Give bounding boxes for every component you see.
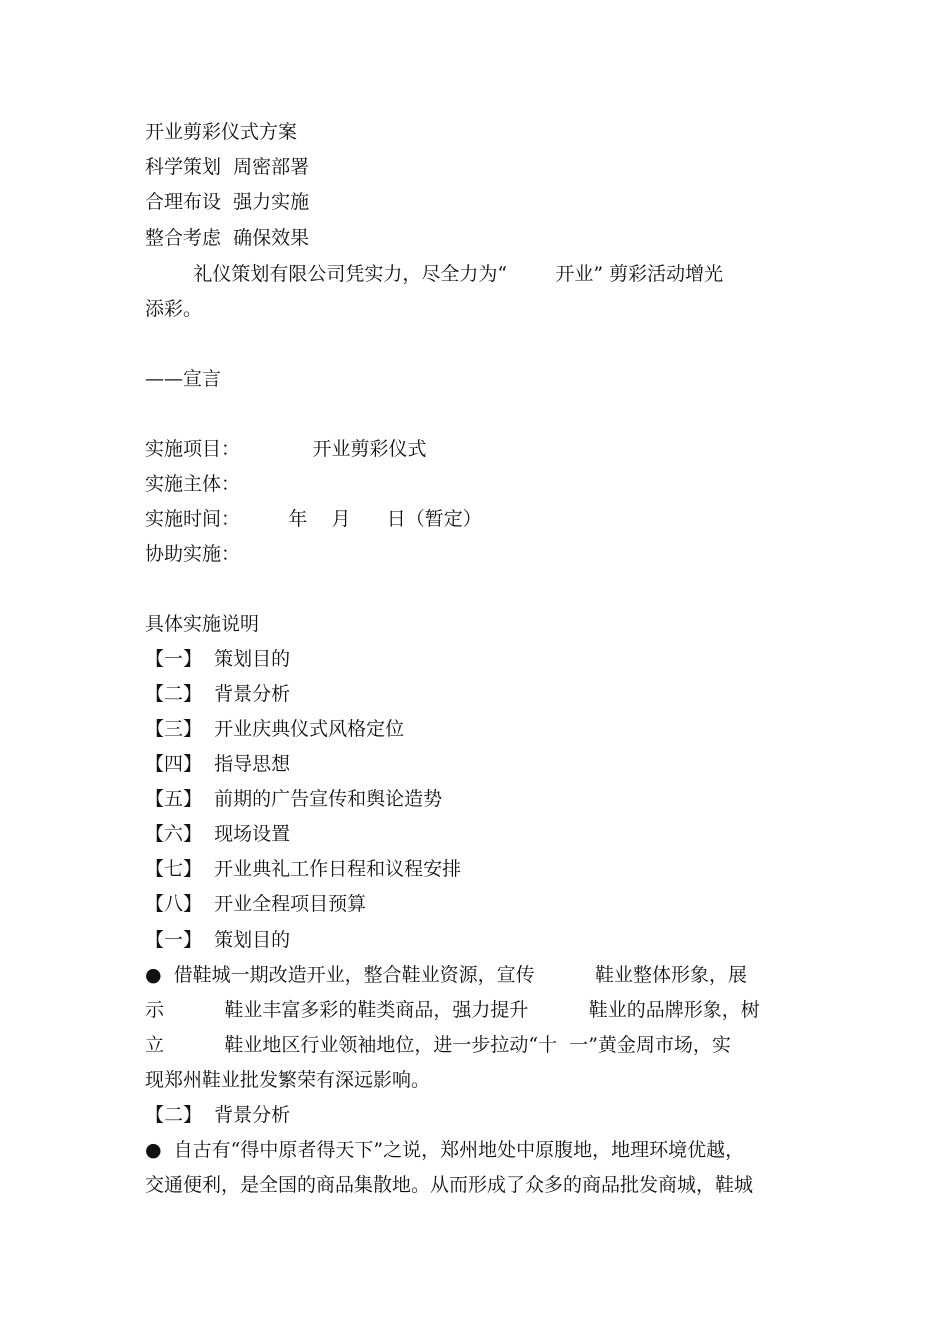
toc-item: 【三】 开业庆典仪式风格定位: [145, 718, 405, 740]
declaration-line: 添彩。: [145, 298, 203, 320]
info-subject: 实施主体：: [145, 473, 241, 495]
toc-item: 【一】 策划目的: [145, 648, 291, 670]
toc-heading: 具体实施说明: [145, 613, 260, 635]
info-project: 实施项目： 开业剪彩仪式: [145, 438, 427, 460]
body-line: ● 自古有“得中原者得天下”之说，郑州地处中原腹地，地理环境优越，: [145, 1139, 745, 1161]
toc-item: 【八】 开业全程项目预算: [145, 893, 367, 915]
toc-item: 【二】 背景分析: [145, 683, 291, 705]
slogan-line: 整合考虑 确保效果: [145, 227, 310, 249]
document-title: 开业剪彩仪式方案: [145, 121, 298, 143]
info-assist: 协助实施：: [145, 543, 241, 565]
body-line: 示 鞋业丰富多彩的鞋类商品，强力提升 鞋业的品牌形象，树: [145, 999, 760, 1021]
slogan-line: 合理布设 强力实施: [145, 191, 310, 213]
section-heading: 【一】 策划目的: [145, 929, 291, 951]
slogan-line: 科学策划 周密部署: [145, 156, 310, 178]
info-time: 实施时间： 年 月 日（暂定）: [145, 508, 482, 530]
body-line: 交通便利，是全国的商品集散地。从而形成了众多的商品批发商城，鞋城: [145, 1174, 754, 1196]
toc-item: 【六】 现场设置: [145, 823, 291, 845]
toc-item: 【四】 指导思想: [145, 753, 291, 775]
body-line: 现郑州鞋业批发繁荣有深远影响。: [145, 1069, 431, 1091]
declaration-line: 礼仪策划有限公司凭实力，尽全力为“ 开业” 剪彩活动增光: [145, 263, 724, 285]
declaration-signature: ——宣言: [145, 368, 222, 390]
toc-item: 【七】 开业典礼工作日程和议程安排: [145, 858, 462, 880]
body-line: ● 借鞋城一期改造开业，整合鞋业资源，宣传 鞋业整体形象，展: [145, 964, 748, 986]
toc-item: 【五】 前期的广告宣传和舆论造势: [145, 788, 443, 810]
body-line: 立 鞋业地区行业领袖地位，进一步拉动“十 一”黄金周市场，实: [145, 1034, 731, 1056]
section-heading: 【二】 背景分析: [145, 1104, 291, 1126]
